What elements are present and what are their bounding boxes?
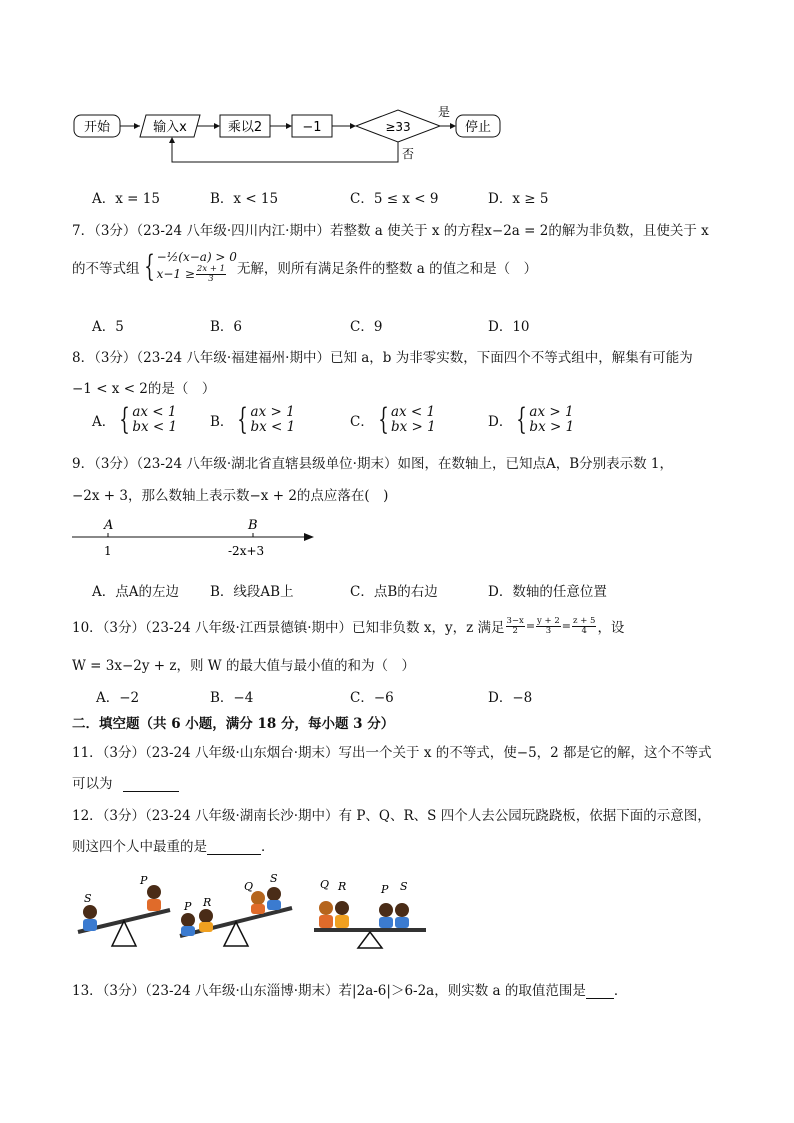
flow-multiply-text: 乘以2 [227, 120, 263, 135]
q7-prefix: 的不等式组 [72, 261, 140, 277]
q11-line1: 11．（3分）（23-24 八年级·山东烟台·期末）写出一个关于 x 的不等式，使−5，2 都是它的解，这个不等式 [72, 745, 712, 761]
q13-answer-blank[interactable] [586, 984, 614, 999]
q8-option-d[interactable]: D． { ax > 1 bx > 1 [488, 402, 575, 437]
q6-option-c[interactable]: C．5 ≤ x < 9 [350, 191, 439, 207]
q13-line1: 13．（3分）（23-24 八年级·山东淄博·期末）若|2a-6|＞6-2a，则实数 a 的取值范围是 ． [72, 983, 628, 999]
q12-line2: 则这四个人中最重的是 ． [72, 839, 275, 855]
seesaw2-label-p: P [184, 900, 192, 913]
q7-suffix: 无解，则所有满足条件的整数 a 的值之和是（ ） [236, 261, 538, 277]
flowchart-figure [60, 100, 520, 170]
q9-option-c[interactable]: C．点B的右边 [350, 584, 438, 600]
number-line-figure [70, 512, 330, 562]
seesaw-2 [180, 872, 292, 946]
seesaw-3 [314, 878, 426, 948]
q6-option-a[interactable]: A．x = 15 [92, 191, 160, 207]
seesaw1-right-label: P [140, 874, 148, 887]
q8-line1: 8．（3分）（23-24 八年级·福建福州·期中）已知 a，b 为非零实数，下面四个不等式组中，解集有可能为 [72, 350, 693, 366]
q7-line2 [72, 250, 537, 284]
flow-start-text: 开始 [83, 120, 111, 135]
q12-line1: 12．（3分）（23-24 八年级·湖南长沙·期中）有 P、Q、R、S 四个人去公园玩跷跷板，依据下面的示意图， [72, 808, 711, 824]
q9-option-a[interactable]: A．点A的左边 [92, 584, 179, 600]
flow-no-label: 否 [402, 147, 415, 161]
q9-line2: −2x + 3，那么数轴上表示数−x + 2的点应落在( ) [72, 488, 389, 504]
flow-input-text: 输入x [153, 120, 187, 135]
q10-line2: W = 3x−2y + z，则 W 的最大值与最小值的和为（ ） [72, 658, 415, 674]
q10-option-c[interactable]: C．−6 [350, 690, 394, 706]
q9-option-d[interactable]: D．数轴的任意位置 [488, 584, 607, 600]
point-b-value: -2x+3 [228, 544, 265, 558]
q6-option-d[interactable]: D．x ≥ 5 [488, 191, 549, 207]
point-b-label: B [248, 518, 258, 533]
q8-line2: −1 < x < 2的是（ ） [72, 381, 216, 397]
flow-minus-text: −1 [302, 120, 322, 135]
flow-stop-text: 停止 [464, 120, 492, 135]
q11-answer-blank[interactable] [123, 777, 179, 792]
q7-inequality-system: { −½(x−a) > 0 x−1 ≥ $\frac{2x + 1}{3}$ [143, 249, 237, 284]
q7-option-d[interactable]: D．10 [488, 319, 530, 335]
q6-option-b[interactable]: B．x < 15 [210, 191, 279, 207]
q10-option-d[interactable]: D．−8 [488, 690, 533, 706]
seesaw-figure [70, 868, 440, 950]
seesaw-1 [78, 874, 170, 946]
q8-option-a[interactable]: A． { ax < 1 bx < 1 [92, 402, 178, 437]
q7-option-a[interactable]: A．5 [92, 319, 124, 335]
seesaw3-label-q: Q [320, 878, 330, 891]
seesaw1-left-label: S [84, 892, 92, 905]
seesaw3-label-r: R [338, 880, 347, 893]
q7-option-b[interactable]: B．6 [210, 319, 243, 335]
seesaw2-label-q: Q [244, 880, 254, 893]
seesaw3-label-p: P [381, 883, 389, 896]
q9-line1: 9．（3分）（23-24 八年级·湖北省直辖县级单位·期末）如图，在数轴上，已知点A，B分别表示数 1， [72, 456, 674, 472]
q10-option-b[interactable]: B．−4 [210, 690, 254, 706]
q7-frac-den: 3 [208, 274, 214, 284]
q12-answer-blank[interactable] [207, 840, 261, 855]
q9-option-b[interactable]: B．线段AB上 [210, 584, 294, 600]
q8-option-c[interactable]: C． { ax < 1 bx > 1 [350, 402, 436, 437]
q8-option-b[interactable]: B． { ax > 1 bx < 1 [210, 402, 296, 437]
q7-sys-row2: x−1 ≥ [156, 267, 195, 281]
point-a-label: A [104, 518, 114, 533]
seesaw2-label-s: S [270, 872, 278, 885]
point-a-value: 1 [104, 544, 112, 558]
q7-line1: 7．（3分）（23-24 八年级·四川内江·期中）若整数 a 使关于 x 的方程x−2a = 2的解为非负数，且使关于 x [72, 223, 709, 239]
q10-line1: 10．（3分）（23-24 八年级·江西景德镇·期中）已知非负数 x，y，z 满足 $\frac{3-x}{2}$ = $\frac{y + 2}{3}$ = $\frac{z + 5}{4}$ ，设 [72, 615, 625, 636]
section-heading: 二．填空题（共 6 小题，满分 18 分，每小题 3 分） [72, 716, 395, 732]
seesaw2-label-r: R [203, 896, 212, 909]
q7-sys-row1: −½(x−a) > 0 [156, 250, 237, 264]
q10-option-a[interactable]: A．−2 [96, 690, 140, 706]
q7-frac-num: 2x + 1 [196, 264, 226, 274]
flow-condition-text: ≥33 [385, 120, 411, 134]
seesaw3-label-s: S [400, 880, 408, 893]
q7-option-c[interactable]: C．9 [350, 319, 383, 335]
q11-line2: 可以为 [72, 772, 179, 792]
flow-yes-label: 是 [438, 105, 451, 119]
